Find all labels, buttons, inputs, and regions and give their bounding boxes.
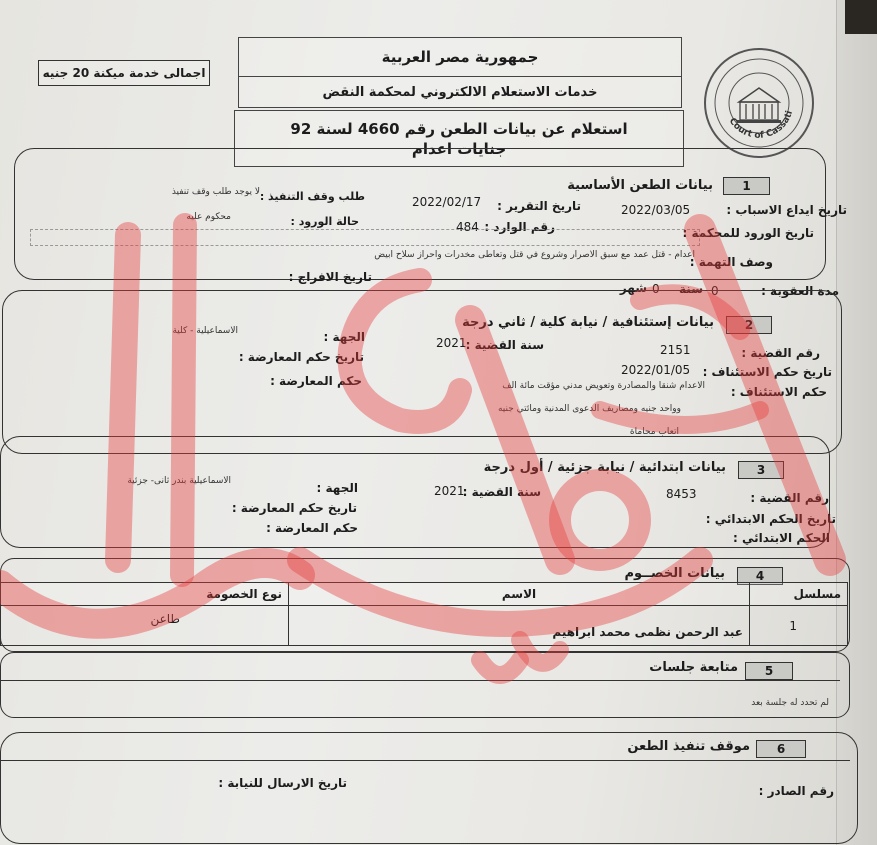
arrival-date-label: تاريخ الورود للمحكمة : [682, 226, 814, 240]
filing-date-value: 2022/03/05 [621, 203, 691, 217]
report-date-value: 2022/02/17 [412, 195, 482, 209]
republic-text: جمهورية مصر العربية [381, 48, 539, 66]
column-header-name: الاسم [289, 583, 750, 606]
section-4-title: بيانات الخصــوم [624, 565, 725, 581]
appeal-opp-ruling-label: حكم المعارضة : [270, 374, 362, 388]
section-2-number: 2 [726, 316, 772, 334]
incoming-number-label: رقم الوارد : [484, 220, 555, 234]
table-header-row [1, 583, 848, 606]
table-row [1, 606, 848, 646]
filing-date-label: تاريخ ايداع الاسباب : [726, 203, 847, 217]
svg-text:Court of Cassation [706, 50, 795, 141]
initial-dept-label: الجهة : [316, 481, 358, 495]
stay-value: لا يوجد طلب وقف تنفيذ [171, 187, 260, 197]
section-1-number: 1 [723, 177, 770, 195]
appeal-date-label: تاريخ حكم الاستئناف : [702, 365, 832, 379]
initial-case-year-label: سنة القضية : [462, 485, 541, 499]
party-name: عبد الرحمن نظمى محمد ابراهيم [289, 606, 750, 646]
penalty-label: مدة العقوبة : [761, 284, 839, 298]
service-title [238, 76, 682, 108]
penalty-month-unit: شهر [619, 281, 647, 295]
section-6-title: موقف تنفيذ الطعن [627, 738, 750, 754]
total-fee-box [38, 60, 210, 86]
sessions-note: لم تحدد له جلسة بعد [751, 698, 829, 708]
appeal-case-year-label: سنة القضية : [465, 338, 544, 352]
release-date-label: تاريخ الافراج : [288, 270, 372, 284]
initial-case-number-value: 8453 [666, 487, 697, 501]
appeal-ruling-line-3: اتعاب محاماة [629, 427, 679, 437]
appeal-opp-date-label: تاريخ حكم المعارضة : [238, 350, 364, 364]
section-3-title: بيانات ابتدائية / نيابة جزئية / أول درجة [483, 459, 726, 475]
inquiry-line-1: استعلام عن بيانات الطعن رقم 4660 لسنة 92 [290, 119, 628, 138]
appeal-case-number-value: 2151 [660, 343, 691, 357]
appeal-date-value: 2022/01/05 [621, 363, 691, 377]
issued-number-label: رقم الصادر : [758, 784, 834, 798]
party-type: طاعن [1, 606, 289, 646]
initial-case-number-label: رقم القضية : [750, 491, 829, 505]
section-1-title: بيانات الطعن الأساسية [567, 177, 713, 193]
court-seal-logo [704, 48, 814, 158]
penalty-month-value: 0 [652, 282, 660, 296]
section-5-divider [0, 680, 840, 681]
status-value: محكوم عليه [186, 212, 231, 222]
party-serial: 1 [750, 606, 848, 646]
initial-opp-ruling-label: حكم المعارضة : [266, 521, 358, 535]
appeal-dept-label: الجهة : [323, 330, 365, 344]
total-fee-text: اجمالى خدمة ميكنة 20 جنيه [42, 66, 206, 80]
initial-dept-value: الاسماعيلية بندر ثانى- جزئية [127, 476, 231, 486]
section-4-number: 4 [737, 567, 783, 585]
appeal-ruling-line-1: الاعدام شنقا والمصادرة وتعويض مدني مؤقت مائة الف [502, 381, 705, 391]
appeal-dept-value: الاسماعيلية - كلية [172, 326, 238, 336]
inquiry-line-2: جنايات اعدام [411, 139, 507, 158]
appeal-ruling-line-2: وواحد جنيه ومصاريف الدعوى المدنية ومائتي جنيه [497, 404, 681, 414]
incoming-number-value: 484 [456, 220, 479, 234]
section-2-title: بيانات إستئنافية / نيابة كلية / ثاني درجة [462, 314, 714, 330]
appeal-case-year-value: 2021 [436, 336, 467, 350]
charge-value: اعدام - قتل عمد مع سبق الاصرار وشروع في قتل وتعاطى مخدرات واحراز سلاح ابيض [374, 250, 695, 260]
penalty-year-unit: سنة [679, 282, 703, 296]
section-3-number: 3 [738, 461, 784, 479]
background-corner [845, 0, 877, 34]
initial-ruling-label: الحكم الابتدائي : [733, 531, 830, 545]
report-date-label: تاريخ التقرير : [497, 199, 581, 213]
section-5-number: 5 [745, 662, 793, 680]
arrival-date-field [30, 229, 700, 246]
service-text: خدمات الاستعلام الالكتروني لمحكمة النقض [322, 84, 598, 100]
republic-title [238, 37, 682, 77]
section-5-title: متابعة جلسات [649, 659, 738, 675]
status-label: حالة الورود : [290, 215, 359, 228]
parties-table [0, 582, 848, 646]
initial-case-year-value: 2021 [434, 484, 465, 498]
sent-date-label: تاريخ الارسال للنيابة : [218, 776, 347, 790]
column-header-type: نوع الخصومة [1, 583, 289, 606]
initial-date-label: تاريخ الحكم الابتدائي : [705, 512, 836, 526]
page-edge [836, 0, 877, 845]
section-6-number: 6 [756, 740, 806, 758]
appeal-ruling-label: حكم الاستئناف : [730, 385, 827, 399]
column-header-serial: مسلسل [750, 583, 848, 606]
section-3-panel [0, 436, 830, 548]
section-6-divider [0, 760, 850, 761]
initial-opp-date-label: تاريخ حكم المعارضة : [231, 501, 357, 515]
seal-caption: Court of Cassati [726, 109, 796, 141]
penalty-year-value: 0 [711, 284, 719, 298]
stay-label: طلب وقف التنفيذ : [259, 190, 365, 203]
charge-label: وصف التهمة : [689, 255, 773, 269]
court-building-icon [706, 50, 812, 156]
appeal-case-number-label: رقم القضية : [741, 346, 820, 360]
